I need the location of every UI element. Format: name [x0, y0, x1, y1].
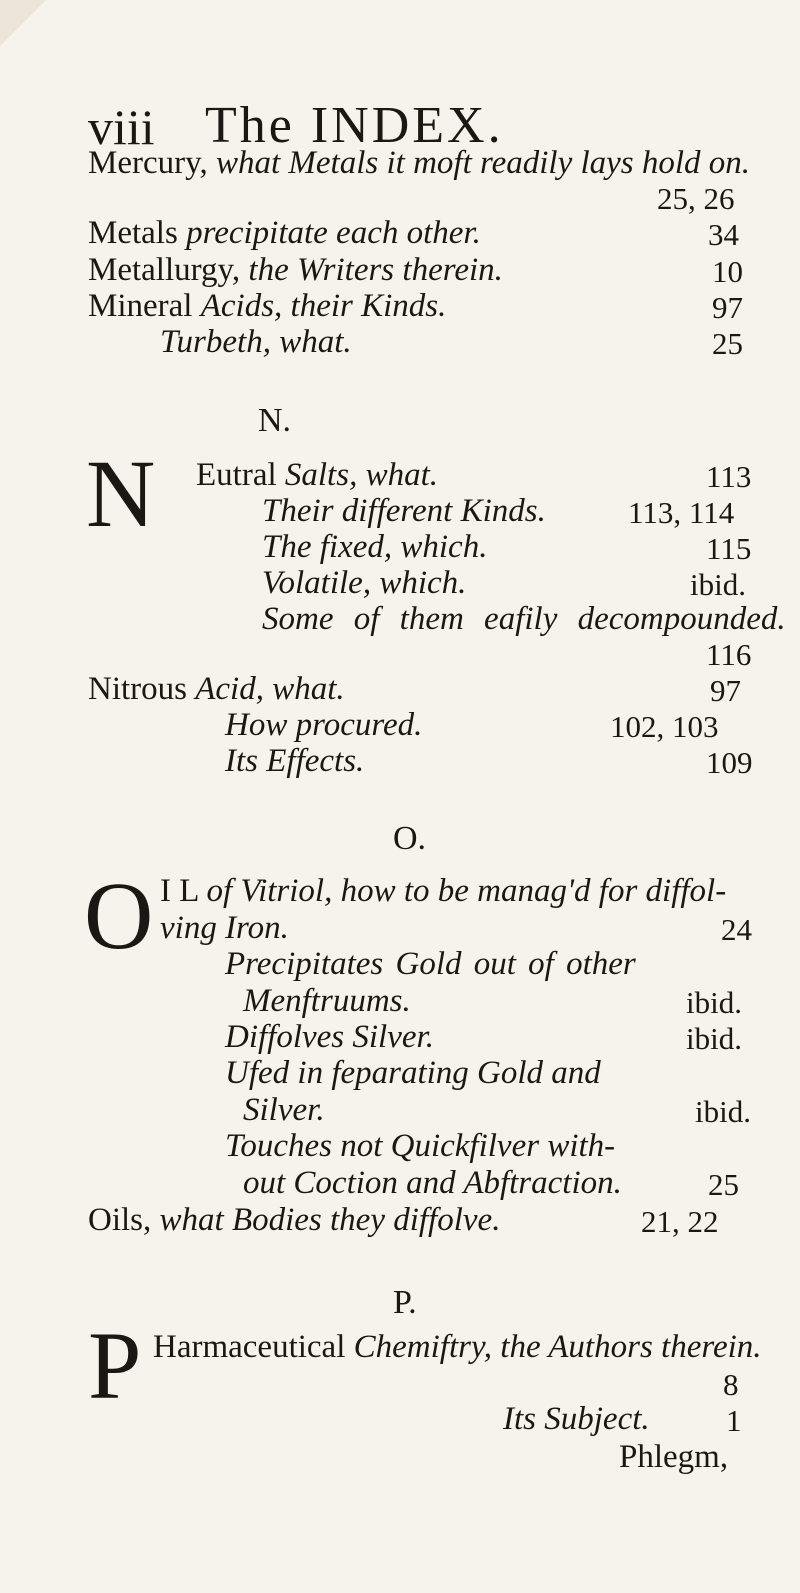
entry-oil-of-vitriol [160, 875, 726, 908]
page-ref: 24 [721, 912, 752, 947]
entry-mineral [88, 290, 446, 323]
entry-oils [88, 1204, 500, 1237]
entry-description: of Vitriol, how to be manag'd for diffol- [206, 873, 727, 909]
drop-cap-o: O [84, 862, 154, 969]
entry-precipitates: Precipitates Gold out of other [225, 946, 636, 982]
drop-cap-n: N [86, 440, 156, 547]
entry-separating: Ufed in feparating Gold and [225, 1055, 601, 1091]
page-folio: viii [88, 99, 155, 155]
entry-term: Mercury, [88, 145, 208, 181]
entry-decompounded: Some of them eafily decompounded. [262, 601, 786, 637]
entry-term: Mineral [88, 288, 193, 324]
entry-description: Acid, what. [195, 671, 345, 707]
entry-dissolves-silver: Diffolves Silver. [225, 1019, 434, 1055]
catchword: Phlegm, [619, 1439, 729, 1475]
page-ref: 109 [706, 745, 753, 780]
entry-term: Harmaceutical [153, 1329, 346, 1365]
entry-term: Metals [88, 215, 178, 251]
page-ref: 8 [723, 1367, 739, 1402]
entry-turbeth: Turbeth, what. [160, 324, 352, 360]
entry-term: Metallurgy, [88, 252, 241, 288]
entry-oil-continued: ving Iron. [160, 910, 289, 946]
page-ref: ibid. [695, 1094, 751, 1129]
section-letter-n: N. [258, 402, 292, 439]
page-ref: 102, 103 [610, 709, 719, 744]
entry-description: the Writers therein. [248, 252, 503, 288]
page-ref: 34 [708, 217, 739, 252]
entry-term: I L [160, 873, 199, 909]
entry-description: Acids, their Kinds. [200, 288, 447, 324]
page-ref: 1 [726, 1403, 742, 1438]
entry-neutral-salts [196, 459, 438, 492]
entry-description: Salts, what. [284, 457, 438, 493]
section-letter-o: O. [393, 820, 427, 857]
entry-pharmaceutical [153, 1331, 762, 1364]
page-corner-fold [0, 0, 46, 46]
entry-fixed: The fixed, which. [262, 529, 488, 565]
entry-term: Eutral [196, 457, 277, 493]
page-ref: 97 [712, 290, 743, 325]
page-ref: 21, 22 [641, 1204, 719, 1239]
page-ref: 97 [710, 673, 741, 708]
entry-precipitates-continued: Menftruums. [243, 983, 411, 1019]
page-ref: 113, 114 [628, 495, 735, 530]
entry-effects: Its Effects. [225, 743, 365, 779]
entry-subject: Its Subject. [503, 1401, 650, 1437]
entry-quicksilver: Touches not Quickfilver with- [225, 1128, 616, 1164]
drop-cap-p: P [88, 1312, 142, 1419]
page-ref: 116 [706, 637, 752, 672]
page-ref: ibid. [686, 1021, 742, 1056]
page-ref: 115 [706, 531, 752, 566]
entry-description: what Bodies they diffolve. [159, 1202, 501, 1238]
page-ref: 25 [712, 326, 743, 361]
page-ref: ibid. [690, 567, 746, 602]
page-ref: 113 [706, 459, 752, 494]
entry-volatile: Volatile, which. [262, 565, 467, 601]
page-ref: 10 [712, 254, 743, 289]
page-ref: ibid. [686, 985, 742, 1020]
entry-term: Nitrous [88, 671, 187, 707]
page-ref: 25, 26 [657, 181, 735, 216]
entry-nitrous-acid [88, 673, 345, 706]
entry-description: Chemiftry, the Authors therein. [353, 1329, 762, 1365]
entry-description: what Metals it moft readily lays hold on. [215, 145, 751, 181]
entry-term: Oils, [88, 1202, 152, 1238]
entry-mercury [88, 147, 750, 180]
entry-procured: How procured. [225, 707, 423, 743]
page-title: The INDEX. [205, 97, 504, 154]
section-letter-p: P. [393, 1284, 417, 1321]
entry-kinds: Their different Kinds. [262, 493, 546, 529]
entry-separating-continued: Silver. [243, 1092, 325, 1128]
page-ref: 25 [708, 1167, 739, 1202]
entry-quicksilver-continued: out Coction and Abftraction. [243, 1165, 622, 1201]
entry-metallurgy [88, 254, 503, 287]
entry-metals [88, 217, 481, 250]
entry-description: precipitate each other. [186, 215, 481, 251]
